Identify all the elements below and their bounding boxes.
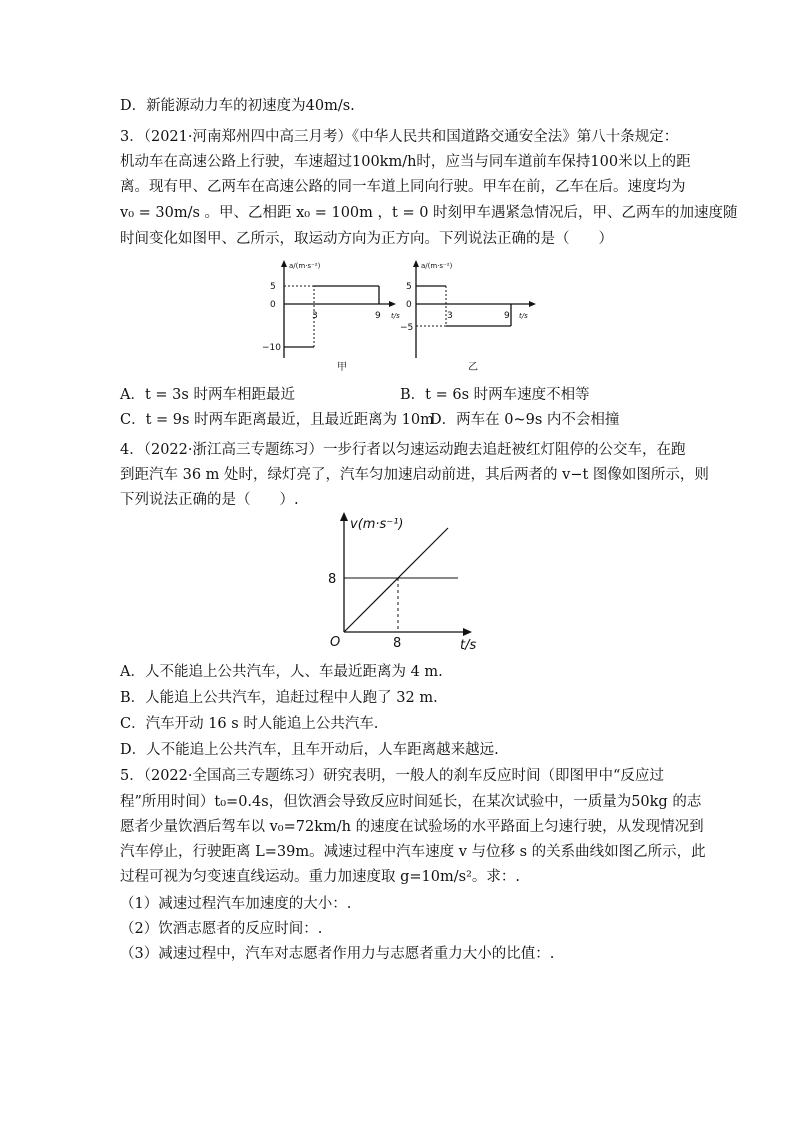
q4-stem-line-1: 4．（2022·浙江高三专题练习）一步行者以匀速运动跑去追赶被红灯阻停的公交车，在跑 (120, 442, 686, 458)
yi-t-tick-9: 9 (504, 311, 510, 321)
yi-y-arrow (413, 260, 419, 267)
q4-option-b: B．人能追上公共汽车，追赶过程中人跑了 32 m. (120, 690, 438, 706)
jia-t-label: t/s (391, 312, 400, 320)
vt-bus-line (344, 528, 448, 632)
vt-origin: O (330, 635, 341, 650)
vt-y-arrow (340, 512, 348, 521)
q4-option-d: D．人不能追上公共汽车，且车开动后，人车距离越来越远. (120, 742, 499, 758)
yi-ylabel: a/(m·s⁻²) (421, 262, 453, 270)
q4-option-c: C．汽车开动 16 s 时人能追上公共汽车. (120, 716, 379, 732)
q3-option-c: C．t = 9s 时两车距离最近，且最近距离为 10m (120, 412, 434, 428)
jia-ylabel: a/(m·s⁻²) (289, 262, 321, 270)
figure-jia (262, 258, 402, 378)
q5-stem-line-5: 过程可视为匀变速直线运动。重力加速度取 g=10m/s²。求：. (120, 869, 520, 885)
q3-stem-line-2: 机动车在高速公路上行驶，车速超过100km/h时，应当与同车道前车保持100米以上的距 (120, 154, 691, 170)
q4-stem-line-2: 到距汽车 36 m 处时，绿灯亮了，汽车匀加速启动前进，其后两者的 v−t 图像如图所示，则 (120, 467, 709, 483)
q5-stem-line-3: 愿者少量饮酒后驾车以 v₀=72km/h 的速度在试验场的水平路面上匀速行驶，从发现情况到 (120, 819, 704, 835)
q4-stem-line-3: 下列说法正确的是（ ）. (120, 492, 299, 508)
figure-vt (320, 508, 480, 656)
jia-tick-0: 0 (270, 300, 276, 310)
q3-stem-line-5: 时间变化如图甲、乙所示，取运动方向为正方向。下列说法正确的是（ ） (120, 231, 613, 247)
q3-stem-line-4: v₀ = 30m/s 。甲、乙相距 x₀ = 100m ，t = 0 时刻甲车遇紧急情况后，甲、乙两车的加速度随 (120, 205, 738, 221)
q5-subquestion-1: （1）减速过程汽车加速度的大小：. (120, 896, 352, 912)
yi-tick-neg5: −5 (400, 323, 414, 333)
jia-tick-5: 5 (270, 282, 276, 292)
yi-caption: 乙 (468, 362, 478, 373)
jia-t-arrow (389, 301, 396, 307)
vt-tick-y8: 8 (328, 572, 337, 587)
yi-t-label: t/s (519, 312, 528, 320)
vt-x-arrow (463, 628, 472, 636)
q3-stem-line-1: 3．（2021·河南郑州四中高三月考）《中华人民共和国道路交通安全法》第八十条规定： (120, 129, 679, 145)
jia-t-tick-3: 3 (312, 311, 318, 321)
yi-t-arrow (529, 301, 536, 307)
vt-xlabel: t/s (460, 638, 477, 653)
jia-t-tick-9: 9 (375, 311, 381, 321)
q5-stem-line-1: 5．（2022·全国高三专题练习）研究表明，一般人的刹车反应时间（即图甲中“反应过 (120, 768, 664, 784)
q4-option-a: A．人不能追上公共汽车，人、车最近距离为 4 m. (120, 664, 443, 680)
q5-subquestion-2: （2）饮酒志愿者的反应时间：. (120, 921, 323, 937)
vt-ylabel: v(m·s⁻¹) (350, 517, 404, 532)
yi-tick-5: 5 (406, 282, 412, 292)
jia-tick-neg10: −10 (262, 343, 281, 353)
q3-option-b: B．t = 6s 时两车速度不相等 (400, 387, 590, 403)
q2-option-d: D．新能源动力车的初速度为40m/s. (120, 98, 355, 114)
q3-stem-line-3: 离。现有甲、乙两车在高速公路的同一车道上同向行驶。甲车在前，乙车在后。速度均为 (120, 179, 686, 195)
figure-yi (400, 258, 545, 378)
q5-subquestion-3: （3）减速过程中，汽车对志愿者作用力与志愿者重力大小的比值：. (120, 946, 555, 962)
yi-tick-0: 0 (406, 300, 412, 310)
q5-stem-line-2: 程”所用时间）t₀=0.4s，但饮酒会导致反应时间延长，在某次试验中，一质量为50kg 的志 (120, 794, 702, 810)
q5-stem-line-4: 汽车停止，行驶距离 L=39m。减速过程中汽车速度 v 与位移 s 的关系曲线如图乙所示，此 (120, 844, 706, 860)
jia-caption: 甲 (337, 362, 347, 373)
q3-option-a: A．t = 3s 时两车相距最近 (120, 387, 295, 403)
yi-t-tick-3: 3 (447, 311, 453, 321)
vt-tick-x8: 8 (393, 636, 402, 651)
jia-y-arrow (281, 260, 287, 267)
q3-option-d: D．两车在 0~9s 内不会相撞 (430, 412, 620, 428)
